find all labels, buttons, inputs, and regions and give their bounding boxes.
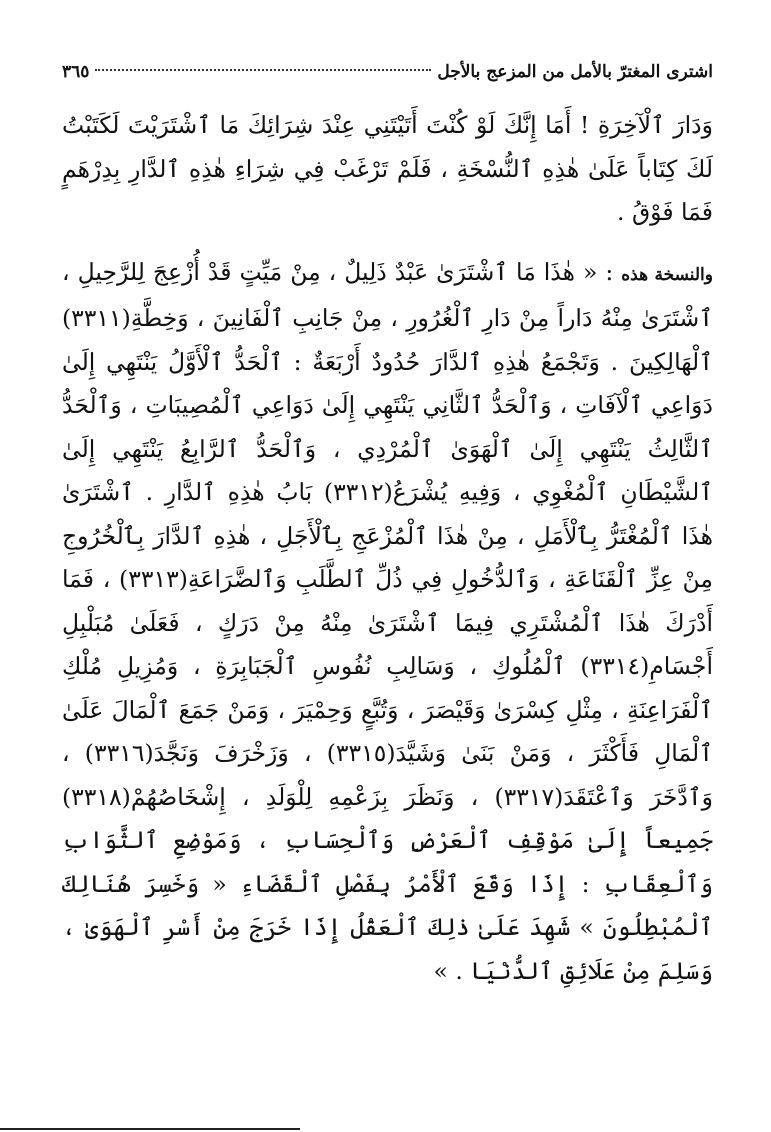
paragraph-1 [62,104,713,235]
dotted-leader [95,69,431,71]
footnote-divider [0,1128,300,1130]
page-number: ٣٦٥ [62,62,90,82]
paragraph-1-text: وَدَارَ ٱلْآخِرَةِ ! أَمَا إِنَّكَ لَوْ كُنْتَ أَتَيْتَنِي عِنْدَ شِرَائِكَ مَا ٱشْتَرَيْتَ لَكَتَبْتُ لَكَ كِتَاباً عَلَىٰ هٰذِهِ ٱلنُّسْخَةِ ، فَلَمْ تَرْغَبْ فِي شِرَاءِ هٰذِهِ ٱلدَّارِ بِدِرْهَمٍ فَمَا فَوْقُ . [62,111,713,226]
body-text [62,104,713,993]
running-title: اشترى المغترّ بالأمل من المزعج بالأجل [437,62,713,82]
document-intro-label: والنسخة هذه [621,264,713,285]
paragraph-2 [62,251,713,994]
paragraph-2-text: : « هٰذَا مَا ٱشْتَرَىٰ عَبْدٌ ذَلِيلٌ ، مِنْ مَيِّتٍ قَدْ أُزْعِجَ لِلرَّحِيلِ ، ٱشْتَرَىٰ مِنْهُ دَاراً مِنْ دَارِ ٱلْغُرُورِ ، مِنْ جَانِبِ ٱلْفَانِينَ ، وَخِطَّةِ(٣٣١١) ٱلْهَالِكِينَ . وَتَجْمَعُ هٰذِهِ ٱلدَّارَ حُدُودٌ أَرْبَعَةٌ : ٱلْحَدُّ ٱلْأَوَّلُ يَنْتَهِي إِلَىٰ دَوَاعِي ٱلْآفَاتِ ، وَٱلْحَدُّ ٱلثَّانِي يَنْتَهِي إِلَىٰ دَوَاعِي ٱلْمُصِيبَاتِ ، وَٱلْحَدُّ ٱلثَّالِثُ يَنْتَهِي إِلَىٰ ٱلْهَوَىٰ ٱلْمُرْدِي ، وَٱلْحَدُّ ٱلرَّابِعُ يَنْتَهِي إِلَىٰ ٱلشَّيْطَانِ ٱلْمُغْوِي ، وَفِيهِ يُشْرَعُ(٣٣١٢) بَابُ هٰذِهِ ٱلدَّارِ . ٱشْتَرَىٰ هٰذَا ٱلْمُغْتَرُّ بِٱلْأَمَلِ ، مِنْ هٰذَا ٱلْمُزْعَجِ بِٱلْأَجَلِ ، هٰذِهِ ٱلدَّارَ بِٱلْخُرُوجِ مِنْ عِزِّ ٱلْقَنَاعَةِ ، وَٱلدُّخُولِ فِي ذُلِّ ٱلطَّلَبِ وَٱلضَّرَاعَةِ(٣٣١٣) ، فَمَا أَدْرَكَ هٰذَا ٱلْمُشْتَرِي فِيمَا ٱشْتَرَىٰ مِنْهُ مِنْ دَرَكٍ ، فَعَلَىٰ مُبَلْبِلِ أَجْسَامِ(٣٣١٤) ٱلْمُلُوكِ ، وَسَالِبِ نُفُوسِ ٱلْجَبَابِرَةِ ، وَمُزِيلِ مُلْكِ ٱلْفَرَاعِنَةِ ، مِثْلِ كِسْرَىٰ وَقَيْصَرَ ، وَتُبَّعٍ وَحِمْيَرَ ، وَمَنْ جَمَعَ ٱلْمَالَ عَلَىٰ ٱلْمَالِ فَأَكْثَرَ ، وَمَنْ بَنَىٰ وَشَيَّدَ(٣٣١٥) ، وَزَخْرَفَ وَنَجَّدَ(٣٣١٦) ، وَٱدَّخَرَ وَٱعْتَقَدَ(٣٣١٧) ، وَنَظَرَ بِزَعْمِهِ لِلْوَلَدِ ، إِشْخَاصُهُمْ(٣٣١٨) جَمِيعاً إِلَىٰ مَوْقِفِ ٱلْعَرْضِ وَٱلْحِسَابِ ، وَمَوْضِعِ ٱلثَّوَابِ وَٱلْعِقَابِ : إِذَا وَقَعَ ٱلْأَمْرُ بِفَصْلِ ٱلْقَضَاءِ « وَخَسِرَ هُنَالِكَ ٱلْمُبْطِلُونَ » شَهِدَ عَلَىٰ ذٰلِكَ ٱلْعَقْلُ إِذَا خَرَجَ مِنْ أَسْرِ ٱلْهَوَىٰ ، وَسَلِمَ مِنْ عَلَائِقِ ٱلدُّنْيَا . » [62,257,714,985]
running-head [62,58,713,88]
